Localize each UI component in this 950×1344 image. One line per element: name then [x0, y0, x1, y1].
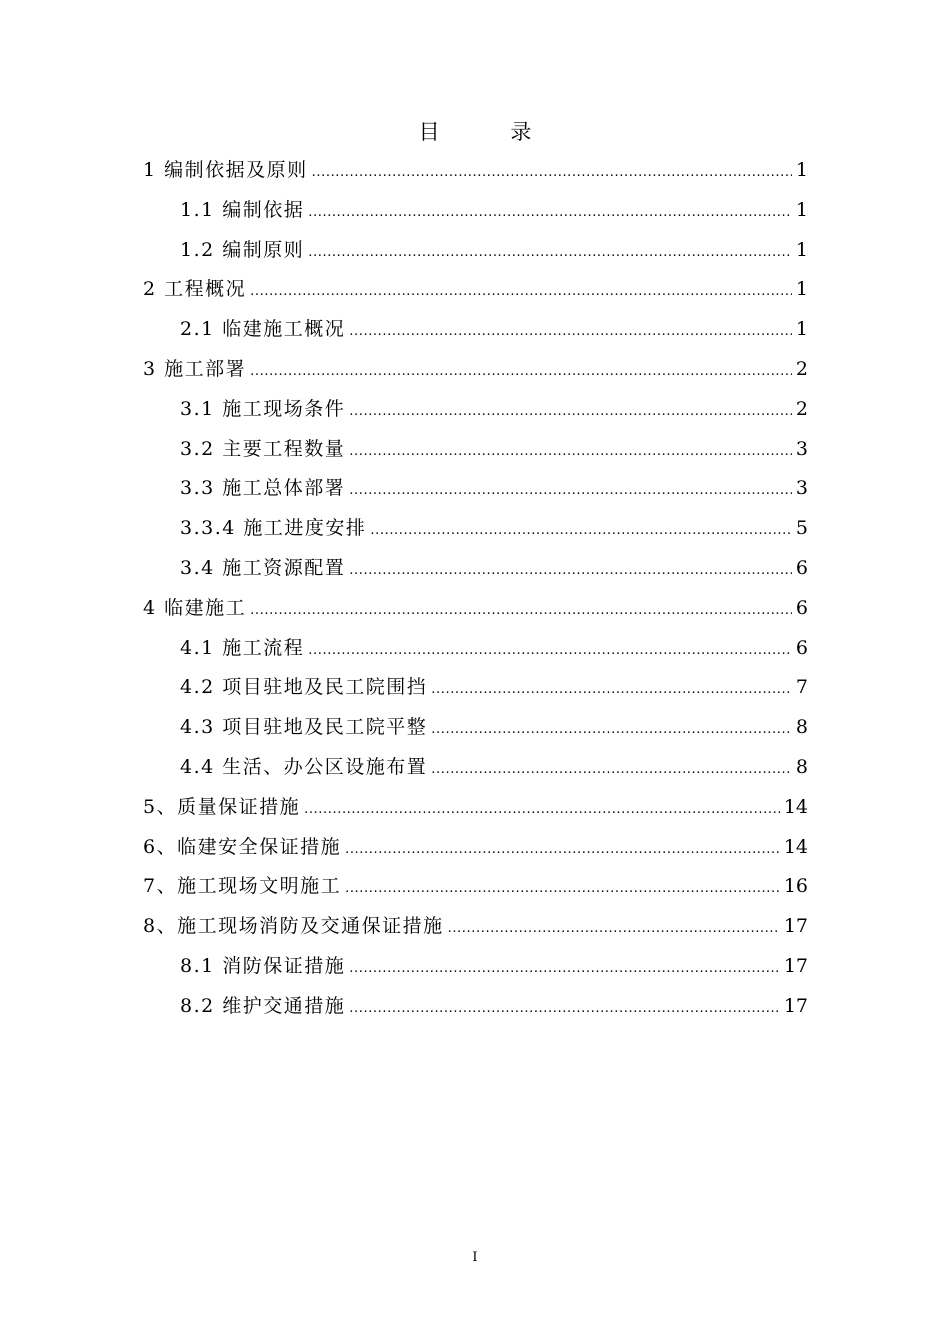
toc-entry-page: 8	[795, 716, 808, 739]
toc-entry-title: 4 临建施工	[143, 596, 247, 619]
toc-entry-title: 3.3.4 施工进度安排	[180, 517, 367, 540]
toc-entry-title: 4.2 项目驻地及民工院围挡	[180, 676, 428, 699]
toc-entry-title: 6、临建安全保证措施	[143, 835, 342, 858]
toc-entry-page: 17	[783, 915, 808, 938]
toc-entry-page: 1	[795, 198, 808, 221]
toc-entry-page: 2	[795, 397, 808, 420]
toc-entry-page: 5	[795, 517, 808, 540]
toc-entry-page: 1	[795, 278, 808, 301]
toc-entry-title: 2 工程概况	[143, 278, 247, 301]
toc-entry-title: 1.2 编制原则	[180, 238, 305, 261]
toc-entry[interactable]	[143, 231, 808, 271]
toc-entry-title: 1.1 编制依据	[180, 198, 305, 221]
table-of-contents	[143, 151, 808, 1027]
toc-entry-title: 1 编制依据及原则	[143, 159, 308, 181]
toc-entry-page: 6	[795, 636, 808, 659]
toc-entry-page: 6	[795, 556, 808, 579]
toc-dot-leader	[250, 352, 792, 392]
toc-entry[interactable]	[143, 310, 808, 350]
toc-entry[interactable]	[143, 828, 808, 868]
toc-entry-page: 17	[783, 994, 808, 1017]
toc-entry-title: 4.4 生活、办公区设施布置	[180, 755, 428, 778]
toc-dot-leader	[431, 710, 792, 750]
toc-dot-leader	[345, 830, 780, 870]
toc-entry[interactable]	[143, 629, 808, 669]
toc-entry[interactable]	[143, 469, 808, 509]
toc-entry-title: 5、质量保证措施	[143, 795, 301, 818]
toc-entry[interactable]	[143, 151, 808, 191]
toc-dot-leader	[304, 790, 780, 830]
toc-dot-leader	[349, 432, 792, 472]
toc-entry-title: 3 施工部署	[143, 357, 247, 380]
toc-dot-leader	[448, 909, 780, 949]
toc-entry-title: 8、施工现场消防及交通保证措施	[143, 915, 444, 938]
toc-entry[interactable]	[143, 788, 808, 828]
toc-dot-leader	[308, 193, 792, 233]
toc-dot-leader	[349, 312, 792, 352]
page-number: I	[472, 1250, 478, 1265]
toc-dot-leader	[349, 392, 792, 432]
toc-entry[interactable]	[143, 867, 808, 907]
toc-title: 目 录	[418, 120, 564, 144]
toc-entry-page: 1	[795, 238, 808, 261]
toc-entry-page: 1	[795, 159, 808, 181]
toc-entry-page: 14	[783, 835, 808, 858]
toc-entry-page: 1	[795, 318, 808, 341]
toc-entry-page: 8	[795, 755, 808, 778]
toc-dot-leader	[308, 233, 792, 273]
toc-entry-page: 3	[795, 437, 808, 460]
toc-dot-leader	[349, 471, 792, 511]
toc-entry-title: 8.2 维护交通措施	[180, 994, 346, 1017]
toc-entry-page: 3	[795, 477, 808, 500]
toc-dot-leader	[349, 551, 792, 591]
toc-dot-leader	[308, 631, 792, 671]
toc-entry-page: 14	[783, 795, 808, 818]
toc-entry[interactable]	[143, 549, 808, 589]
toc-entry-title: 2.1 临建施工概况	[180, 318, 346, 341]
toc-entry[interactable]	[143, 748, 808, 788]
toc-entry-title: 3.1 施工现场条件	[180, 397, 346, 420]
toc-entry-page: 7	[795, 676, 808, 699]
toc-entry[interactable]	[143, 350, 808, 390]
toc-dot-leader	[312, 153, 792, 193]
toc-entry[interactable]	[143, 708, 808, 748]
toc-dot-leader	[431, 670, 792, 710]
toc-entry[interactable]	[143, 668, 808, 708]
toc-entry[interactable]	[143, 987, 808, 1027]
toc-entry[interactable]	[143, 430, 808, 470]
toc-entry-title: 3.3 施工总体部署	[180, 477, 346, 500]
toc-entry-title: 8.1 消防保证措施	[180, 954, 346, 977]
toc-dot-leader	[250, 591, 792, 631]
toc-entry[interactable]	[143, 509, 808, 549]
toc-entry-title: 3.4 施工资源配置	[180, 556, 346, 579]
toc-entry[interactable]	[143, 947, 808, 987]
toc-entry-title: 4.1 施工流程	[180, 636, 305, 659]
toc-dot-leader	[349, 989, 780, 1029]
toc-entry-page: 16	[783, 875, 808, 898]
toc-entry-page: 6	[795, 596, 808, 619]
toc-entry-title: 3.2 主要工程数量	[180, 437, 346, 460]
toc-entry[interactable]	[143, 270, 808, 310]
toc-entry[interactable]	[143, 390, 808, 430]
toc-entry[interactable]	[143, 589, 808, 629]
toc-dot-leader	[250, 272, 792, 312]
toc-dot-leader	[349, 949, 780, 989]
toc-entry-page: 2	[795, 357, 808, 380]
toc-entry[interactable]	[143, 191, 808, 231]
toc-entry-title: 7、施工现场文明施工	[143, 875, 342, 898]
toc-entry[interactable]	[143, 907, 808, 947]
toc-dot-leader	[370, 511, 792, 551]
toc-dot-leader	[345, 869, 780, 909]
toc-entry-page: 17	[783, 954, 808, 977]
toc-entry-title: 4.3 项目驻地及民工院平整	[180, 716, 428, 739]
toc-dot-leader	[431, 750, 792, 790]
